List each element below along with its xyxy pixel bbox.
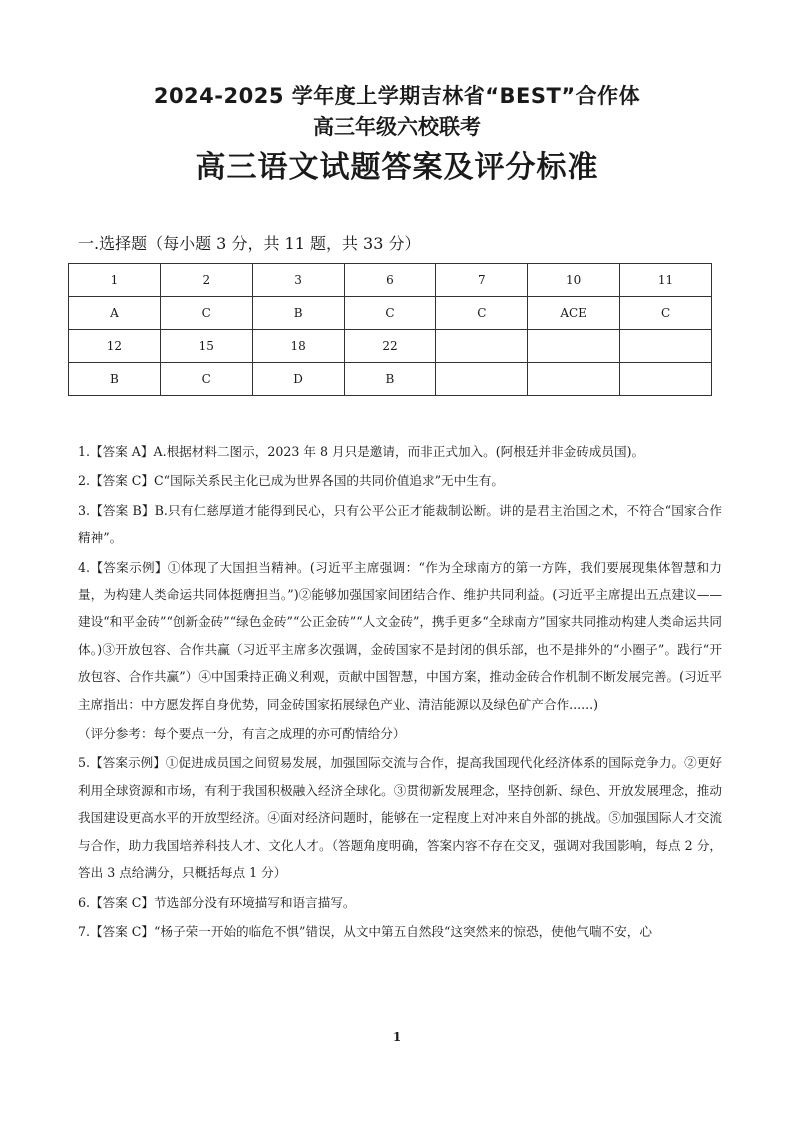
exam-header-line1: 2024-2025 学年度上学期吉林省“BEST”合作体 bbox=[153, 84, 641, 108]
exam-header-line2: 高三年级六校联考 bbox=[313, 115, 481, 139]
page-number: 1 bbox=[392, 1030, 402, 1044]
answer-paragraph: 5.【答案示例】①促进成员国之间贸易发展，加强国际交流与合作，提高我国现代化经济体系的国际竞争力。②更好利用全球资源和市场，有利于我国积极融入经济全球化。③贯彻新发展理念，坚持创新、绿色、开放发展理念，推动我国建设更高水平的开放型经济。④面对经济问题时，能够在一定程度上对冲来自外部的挑战。⑤加强国际人才交流与合作，助力我国培养科技人才、文化人才。（答题角度明确，答案内容不存在交叉，强调对我国影响，每点 2 分，答出 3 点给满分，只概括每点 1 分） bbox=[78, 755, 722, 881]
table-cell: 15 bbox=[160, 330, 252, 363]
table-cell: C bbox=[344, 297, 436, 330]
table-cell: 7 bbox=[436, 264, 528, 297]
table-cell: 11 bbox=[620, 264, 712, 297]
table-row bbox=[69, 264, 712, 297]
table-cell: 12 bbox=[69, 330, 161, 363]
table-cell: C bbox=[160, 363, 252, 396]
table-cell: 6 bbox=[344, 264, 436, 297]
answer-paragraph: 6.【答案 C】节选部分没有环境描写和语言描写。 bbox=[78, 894, 356, 910]
table-cell: C bbox=[620, 297, 712, 330]
answer-explanations bbox=[78, 438, 722, 947]
table-cell: B bbox=[344, 363, 436, 396]
table-cell: 3 bbox=[252, 264, 344, 297]
scoring-note: （评分参考：每个要点一分，有言之成理的亦可酌情给分） bbox=[78, 726, 406, 742]
table-cell: ACE bbox=[528, 297, 620, 330]
table-row bbox=[69, 297, 712, 330]
table-cell: C bbox=[160, 297, 252, 330]
table-cell: 1 bbox=[69, 264, 161, 297]
section-title: 一.选择题（每小题 3 分，共 11 题，共 33 分） bbox=[78, 234, 421, 253]
table-cell: 10 bbox=[528, 264, 620, 297]
table-row bbox=[69, 363, 712, 396]
table-cell: 22 bbox=[344, 330, 436, 363]
table-cell bbox=[528, 363, 620, 396]
table-cell bbox=[620, 330, 712, 363]
table-cell: A bbox=[69, 297, 161, 330]
answer-paragraph: 2.【答案 C】C“国际关系民主化已成为世界各国的共同价值追求”无中生有。 bbox=[78, 473, 504, 489]
table-cell bbox=[528, 330, 620, 363]
answer-table bbox=[68, 263, 712, 396]
answer-paragraph: 7.【答案 C】“杨子荣一开始的临危不惧”错误，从文中第五自然段“这突然来的惊恐，使他气喘不安，心 bbox=[78, 923, 652, 939]
table-cell bbox=[436, 330, 528, 363]
table-row bbox=[69, 330, 712, 363]
table-cell: B bbox=[69, 363, 161, 396]
document-title: 高三语文试题答案及评分标准 bbox=[195, 150, 599, 185]
answer-paragraph: 3.【答案 B】B.只有仁慈厚道才能得到民心，只有公平公正才能裁制讼断。讲的是君主治国之术，不符合“国家合作精神”。 bbox=[78, 502, 722, 546]
table-cell: C bbox=[436, 297, 528, 330]
table-cell: 2 bbox=[160, 264, 252, 297]
table-cell bbox=[620, 363, 712, 396]
answer-paragraph: 1.【答案 A】A.根据材料二图示，2023 年 8 月只是邀请，而非正式加入。(阿根廷并非金砖成员国)。 bbox=[78, 444, 645, 459]
answer-paragraph: 4.【答案示例】①体现了大国担当精神。(习近平主席强调：“作为全球南方的第一方阵，我们要展现集体智慧和力量，为构建人类命运共同体挺膺担当。”)②能够加强国家间团结合作、维护共同利益。(习近平主席提出五点建议——建设“和平金砖”“创新金砖”“绿色金砖”“公正金砖”“人文金砖”，携手更多“全球南方”国家共同推动构建人类命运共同体。)③开放包容、合作共赢（习近平主席多次强调，金砖国家不是封闭的俱乐部，也不是排外的“小圈子”。践行“开放包容、合作共赢”）④中国秉持正确义利观，贡献中国智慧，中国方案，推动金砖合作机制不断发展完善。(习近平主席指出：中方愿发挥自身优势，同金砖国家拓展绿色产业、清洁能源以及绿色矿产合作......) bbox=[78, 559, 722, 712]
table-cell: 18 bbox=[252, 330, 344, 363]
table-cell: B bbox=[252, 297, 344, 330]
table-cell: D bbox=[252, 363, 344, 396]
table-cell bbox=[436, 363, 528, 396]
